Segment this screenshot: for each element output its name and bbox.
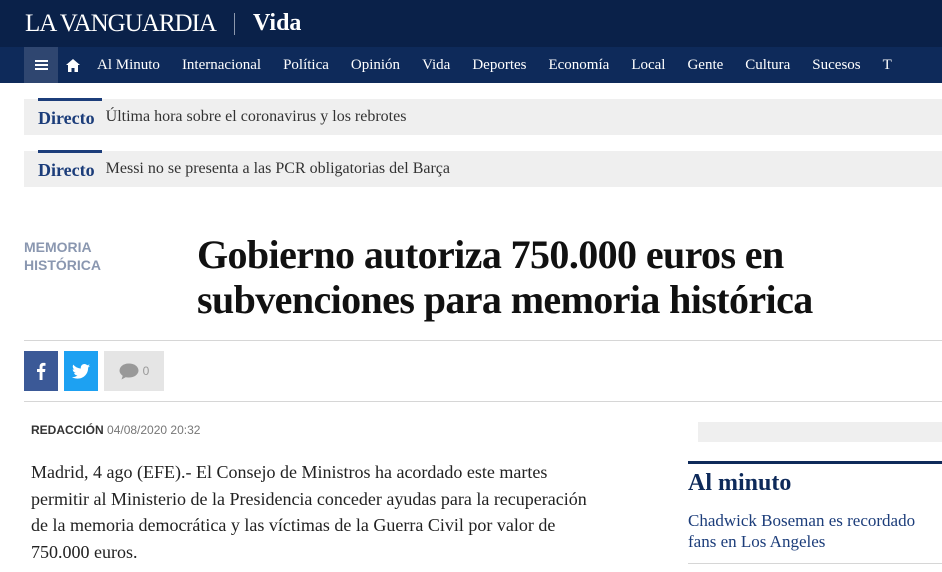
nav-item-gente[interactable]: Gente — [687, 56, 724, 73]
nav-item-opinion[interactable]: Opinión — [350, 56, 401, 73]
facebook-icon — [36, 362, 46, 380]
nav-item-internacional[interactable]: Internacional — [181, 56, 262, 73]
sidebar-ad-placeholder — [698, 422, 942, 442]
live-headline[interactable]: Última hora sobre el coronavirus y los rebrotes — [105, 108, 407, 125]
nav-item-politica[interactable]: Política — [283, 56, 329, 73]
live-label: Directo — [38, 107, 95, 128]
home-icon — [66, 59, 80, 72]
live-bar-messi[interactable] — [24, 151, 942, 187]
nav-item-local[interactable]: Local — [631, 56, 666, 73]
header-divider — [234, 13, 235, 35]
home-button[interactable] — [58, 47, 88, 83]
category-line: MEMORIA — [24, 239, 92, 255]
twitter-share-button[interactable] — [64, 351, 98, 391]
sidebar-divider — [688, 461, 942, 464]
nav-item-deportes[interactable]: Deportes — [472, 56, 527, 73]
sidebar-item-line: fans en Los Angeles — [688, 532, 826, 551]
comment-icon — [119, 363, 139, 380]
nav-item-cultura[interactable]: Cultura — [745, 56, 791, 73]
hamburger-menu-button[interactable] — [24, 47, 58, 83]
article-body: Madrid, 4 ago (EFE).- El Consejo de Ministros ha acordado este martes permitir al Ministerio de la Presidencia conceder ayudas para la recuperación de la memoria democrática y las víctimas de la Guerra Civil por valor de 750.000 euros. — [31, 462, 587, 562]
category-line: HISTÓRICA — [24, 257, 101, 273]
divider — [24, 401, 942, 402]
hamburger-icon — [35, 64, 48, 66]
comment-count: 0 — [142, 364, 150, 378]
live-bar-coronavirus[interactable] — [24, 99, 942, 135]
sidebar-divider — [688, 563, 942, 564]
site-header — [0, 0, 942, 47]
site-logo[interactable]: LA VANGUARDIA — [25, 9, 216, 37]
section-title[interactable]: Vida — [252, 10, 302, 36]
publish-date: 04/08/2020 20:32 — [107, 423, 201, 437]
nav-item-economia[interactable]: Economía — [548, 56, 610, 73]
comments-button[interactable] — [104, 351, 164, 391]
nav-item-truncated[interactable]: T — [882, 56, 892, 73]
author[interactable]: REDACCIÓN — [31, 423, 104, 437]
headline-line: Gobierno autoriza 750.000 euros en — [197, 232, 784, 277]
nav-item-vida[interactable]: Vida — [422, 56, 451, 73]
twitter-icon — [72, 364, 90, 379]
main-nav — [0, 47, 942, 83]
nav-item-al-minuto[interactable]: Al Minuto — [97, 56, 160, 73]
sidebar-title[interactable]: Al minuto — [688, 470, 792, 496]
article-category[interactable] — [24, 238, 101, 274]
article-headline — [197, 232, 937, 322]
sidebar-item-line: Chadwick Boseman es recordado — [688, 511, 916, 530]
headline-line: subvenciones para memoria histórica — [197, 277, 813, 322]
nav-item-sucesos[interactable]: Sucesos — [812, 56, 861, 73]
divider — [24, 340, 942, 341]
byline — [31, 423, 200, 437]
live-headline[interactable]: Messi no se presenta a las PCR obligatorias del Barça — [105, 160, 451, 177]
live-label: Directo — [38, 159, 95, 180]
facebook-share-button[interactable] — [24, 351, 58, 391]
sidebar-news-item[interactable] — [688, 510, 942, 552]
